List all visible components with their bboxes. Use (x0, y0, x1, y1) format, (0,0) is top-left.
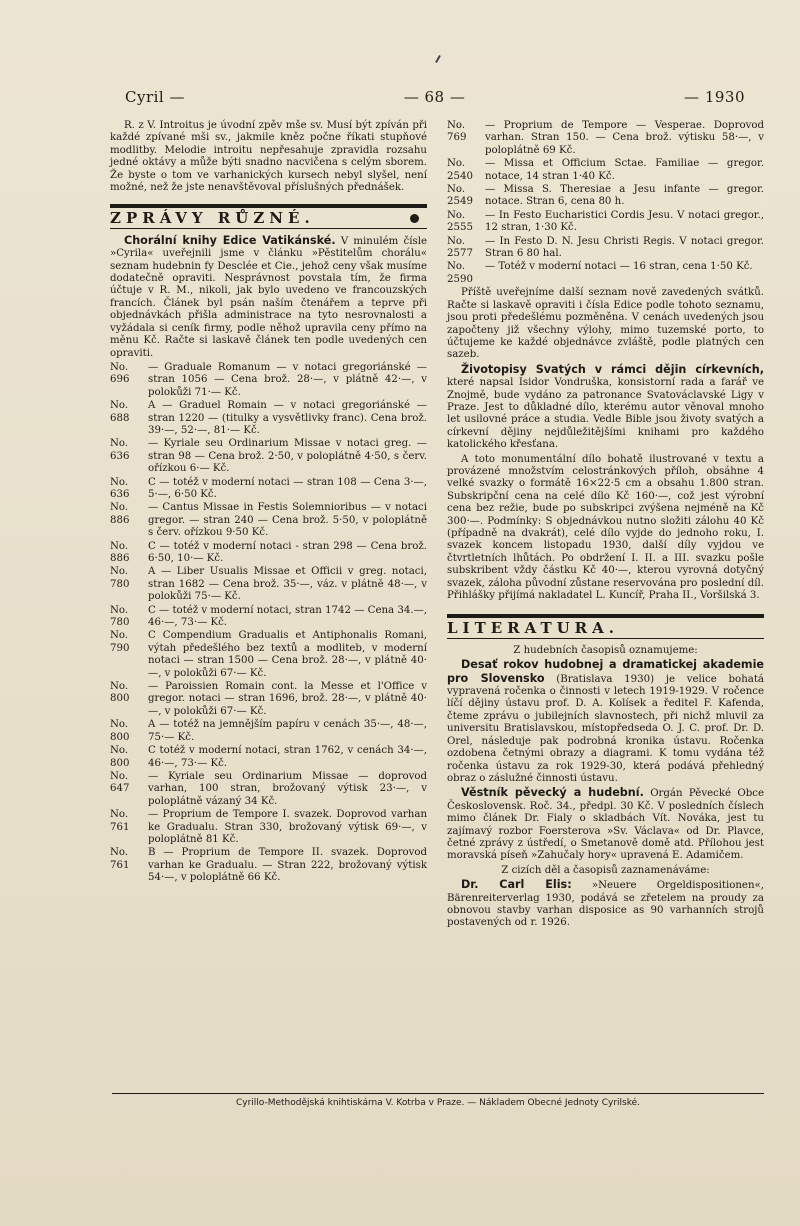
header-year: — 1930 (684, 88, 745, 106)
section-title: LITERATURA. (447, 619, 620, 638)
catalog-entry (110, 566, 427, 603)
subheading: Z hudebních časopisů oznamujeme: (513, 644, 698, 656)
catalog-number: No. 2555 (447, 209, 473, 234)
catalog-entry (110, 719, 427, 744)
catalog-description: — Paroissien Romain cont. la Messe et l'Office v gregor. notaci — stran 1696, brož. 28·—, v plátně 40· —, v polokůži 67·— Kč. (148, 681, 427, 717)
catalog-entry (110, 771, 427, 808)
review-text: Orgán Pěvecké Obce Československ. Roč. 34., předpl. 30 Kč. V posledních číslech mimo článek Dr. Fialy o skladbách Vít. Nováka, jest tu zajímavý rozbor Foersterova »Sv. Václava« od Dr. Plavce, četné zprávy z ústředí, o Smetanově domě atd. Přílohou jest moravská píseň »Zahučaly hory« upravená E. Adamičem. (447, 788, 764, 862)
catalog-description: — Kyriale seu Ordinarium Missae — doprovod varhan, 100 stran, brožovaný výtisk 23·—, v poloplátně vázaný 34 Kč. (148, 770, 427, 807)
review-text: »Neuere Orgeldispositionen«, Bärenreiterverlag 1930, podává se zřetelem na proudy za obnovou stavby varhan disposice as 90 varhanních strojů postavených od r. 1926. (447, 880, 764, 929)
catalog-description: — In Festo Eucharistici Cordis Jesu. V notaci gregor., 12 stran, 1·30 Kč. (485, 209, 764, 234)
catalog-number: No. 780 (110, 604, 130, 629)
catalog-entry (447, 120, 764, 157)
catalog-entry (110, 809, 427, 846)
catalog-description: — Missa et Officium Sctae. Familiae — gregor. notace, 14 stran 1·40 Kč. (485, 158, 764, 182)
catalog-number: No. 2590 (447, 261, 473, 285)
review-author: Dr. Carl Elis: (461, 878, 572, 892)
catalog-description: — Cantus Missae in Festis Solemnioribus — v notaci gregor. — stran 240 — Cena brož. 5·50, v poloplátně s červ. ořízkou 9·50 Kč. (148, 502, 427, 539)
section-heading-literatura (447, 614, 764, 638)
catalog-list (110, 362, 427, 885)
right-column (447, 120, 764, 932)
header-page-number: — 68 — (403, 88, 466, 106)
left-column (110, 120, 427, 886)
catalog-entry (447, 158, 764, 183)
catalog-number: No. 688 (110, 400, 130, 424)
catalog-description: — Missa S. Theresiae a Jesu infante — gregor. notace. Stran 6, cena 80 h. (485, 184, 764, 208)
catalog-entry (110, 477, 427, 502)
catalog-entry (447, 210, 764, 235)
catalog-entry (110, 847, 427, 884)
catalog-description: C — totéž v moderní notaci, stran 1742 — Cena 34.—, 46·—, 73·— Kč. (148, 604, 427, 629)
intro-paragraph: R. z V. Introitus je úvodní zpěv mše sv. Musí být zpíván při každé zpívané mši sv., jakmile kněz počne říkati stupňové modlitby. Melodie introitu nepřesahuje zpravidla rozsahu jedné oktávy a může býti snadno nacvičena s celým sborem. Že byste o tom ve varhanických kursech nebyl slyšel, není možné, než že jste nenavštěvoval příslušných přednášek. (110, 120, 427, 194)
subheading: Z cizích děl a časopisů zaznamenáváme: (501, 864, 710, 876)
catalog-description: A — totéž na jemnějším papíru v cenách 35·—, 48·—, 75·— Kč. (148, 719, 427, 743)
pencil-mark (435, 55, 441, 63)
review-title: Desať rokov hudobnej a dramatickej akademie pro Slovensko (447, 658, 764, 685)
catalog-number: No. 636 (110, 476, 130, 500)
catalog-number: No. 800 (110, 719, 130, 743)
catalog-description: C — totéž v moderní notaci — stran 108 — Cena 3·—, 5·—, 6·50 Kč. (148, 476, 427, 500)
catalog-number: No. 647 (110, 770, 130, 795)
catalog-number: No. 800 (110, 681, 130, 705)
catalog-entry (447, 236, 764, 261)
catalog-description: — In Festo D. N. Jesu Christi Regis. V notaci gregor. Stran 6 80 hal. (485, 235, 764, 260)
catalog-number: No. 886 (110, 502, 130, 526)
article-text: které napsal Isidor Vondruška, konsistorní rada a farář ve Znojmě, bude vydáno za patronance Svatováclavské Ligy v Praze. Jest to důkladné dílo, kterému autor věnoval mnoho let usilovné práce a studia. Vedle Bible jsou životy svatých a církevní dějiny nejdůležitějšími knihami pro každého katolického křesťana. (447, 377, 764, 451)
catalog-entry (447, 261, 764, 286)
catalog-description: — Proprium de Tempore — Vesperae. Doprovod varhan. Stran 150. — Cena brož. výtisku 58·—, v poloplátně 69 Kč. (485, 120, 764, 156)
catalog-number: No. 696 (110, 361, 130, 386)
header-journal: Cyril — (125, 88, 185, 106)
catalog-description: — Kyriale seu Ordinarium Missae v notaci greg. — stran 98 — Cena brož. 2·50, v poloplátně 4·50, s červ. ořízkou 6·— Kč. (148, 438, 427, 475)
catalog-number: No. 769 (447, 120, 467, 144)
next-note: Příště uveřejníme další seznam nově zavedených svátků. Račte si laskavě opraviti i čísla Edice podle tohoto seznamu, jsou proti předešlému pozměněna. V cenách uvedených jsou započteny již všechny výlohy, mimo tuzemské porto, to účtujeme ke každé objednávce zvláště, podle platných cen sazeb. (447, 287, 764, 361)
catalog-description: — Proprium de Tempore I. svazek. Doprovod varhan ke Gradualu. Stran 330, brožovaný výtisk 69·—, v poloplátně 81 Kč. (148, 809, 427, 845)
catalog-number: No. 761 (110, 847, 130, 871)
catalog-description: B — Proprium de Tempore II. svazek. Doprovod varhan ke Gradualu. — Stran 222, brožovaný výtisk 54·—, v poloplátně 66 Kč. (148, 847, 427, 884)
catalog-number: No. 636 (110, 438, 130, 462)
article-title: Životopisy Svatých v rámci dějin církevních, (461, 362, 764, 376)
review-title: Věstník pěvecký a hudební. (461, 786, 644, 800)
catalog-number: No. 780 (110, 566, 130, 590)
catalog-number: No. 800 (110, 745, 130, 769)
imprint-footer: Cyrillo-Methodějská knihtiskárna V. Kotrba v Praze. — Nákladem Obecné Jednoty Cyrilské. (112, 1093, 764, 1108)
catalog-description: C totéž v moderní notaci, stran 1762, v cenách 34·—, 46·—, 73·— Kč. (148, 745, 427, 769)
catalog-entry (110, 605, 427, 630)
catalog-number: No. 790 (110, 630, 130, 654)
article-text: A toto monumentální dílo bohatě ilustrované v textu a provázené množstvím celostránkových příloh, obsáhne 4 velké svazky o formátě 16×22·5 cm a obsahu 1.800 stran. Subskripční cena na celé dílo Kč 160·—, což jest výrobní cena bez režie, bude po subskripci zvýšena nejméně na Kč 300·—. Podmínky: S objednávkou nutno složiti zálohu 40 Kč (případně na dvakrát), celé dílo vyjde do jednoho roku, I. svazek koncem listopadu 1930, další díly vyjdou ve čtvrtletních lhůtách. Po obdržení I. II. a III. svazku pošle subskribent vždy částku Kč 40·—, kterou vyrovná dotyčný svazek, záloha původní zůstane reservována pro poslední díl. Přihlášky přijímá nakladatel L. Kuncíř, Praha II., Voršilská 3. (447, 453, 764, 602)
catalog-entry (110, 745, 427, 770)
catalog-description: C Compendium Gradualis et Antiphonalis Romani, výtah předešlého bez textů a modliteb, v moderní notaci — stran 1500 — Cena brož. 28·—, v plátně 40·—, v polokůži 67·— Kč. (148, 630, 427, 679)
catalog-list (447, 120, 764, 286)
catalog-description: A — Liber Usualis Missae et Officii v greg. notaci, stran 1682 — Cena brož. 35·—, váz. v plátně 48·—, v polokůži 75·— Kč. (148, 566, 427, 603)
catalog-number: No. 2549 (447, 184, 473, 208)
catalog-entry (110, 400, 427, 437)
article-text: V minulém čísle »Cyrila« uveřejnili jsme v článku »Pěstitelům chorálu« seznam hudebnin fy Desclée et Cie., jehož ceny však musíme dodatečně opraviti. Nesprávnost povstala tím, že firma účtuje v R. M., nikoli, jak bylo uvedeno ve francouzských francích. Článek byl psán naším čtenářem a teprve při objednávkách přišla administrace na tyto nesrovnalosti a vyžádala si ceník firmy, podle něhož upravila ceny přímo na měnu Kč. Račte si laskavě článek ten podle uvedených cen opraviti. (110, 235, 427, 359)
section-title: ZPRÁVY RŮZNÉ. (110, 209, 315, 228)
catalog-description: C — totéž v moderní notaci - stran 298 — Cena brož. 6·50, 10·— Kč. (148, 540, 427, 564)
catalog-description: A — Graduel Romain — v notaci gregoriánské — stran 1220 — (titulky a vysvětlivky franc). Cena brož. 39·—, 52·—, 81·— Kč. (148, 400, 427, 436)
catalog-number: No. 886 (110, 540, 130, 564)
catalog-entry (110, 362, 427, 399)
article-title: Chorální knihy Edice Vatikánské. (124, 233, 336, 247)
catalog-description: — Graduale Romanum — v notaci gregoriánské — stran 1056 — Cena brož. 28·—, v plátně 42·—, v polokůži 71·— Kč. (148, 361, 427, 398)
catalog-entry (110, 502, 427, 539)
catalog-entry (110, 541, 427, 566)
running-header (125, 88, 745, 106)
section-heading-zpravy (110, 204, 427, 228)
review-text: (Bratislava 1930) je velice bohatá vypravená ročenka o činnosti v letech 1919-1929. V ročence líčí dějiny ústavu prof. D. A. Kolísek a ředitel F. Kafenda, čteme zprávu o jubilejních slavnostech, při nichž mluvil za universitu Bratislavskou, místopředseda O. J. C. prof. Dr. D. Orel, následuje pak podrobná kronika ústavu. Ročenka ozdobena četnými obrazy a diagrami. K tomu vydána též ročenka ústavu za rok 1929-30, která podává přehledný obraz o záslužné činnosti ústavu. (447, 673, 764, 784)
catalog-entry (447, 184, 764, 209)
catalog-entry (110, 438, 427, 475)
catalog-entry (110, 630, 427, 680)
catalog-number: No. 2540 (447, 158, 473, 182)
catalog-description: — Totéž v moderní notaci — 16 stran, cena 1·50 Kč. (485, 261, 753, 273)
bullet-icon (410, 214, 419, 223)
catalog-entry (110, 681, 427, 718)
catalog-number: No. 761 (110, 809, 130, 833)
catalog-number: No. 2577 (447, 235, 473, 260)
